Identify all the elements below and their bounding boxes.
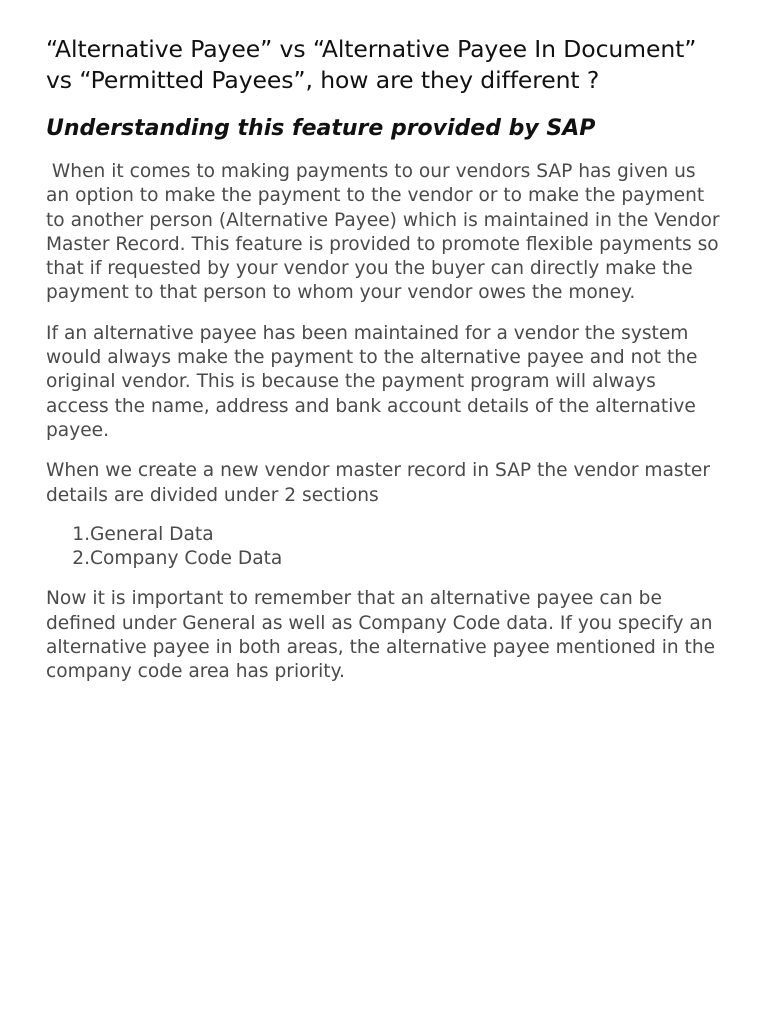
article-subtitle: Understanding this feature provided by SAP — [46, 116, 596, 141]
list-item-text: Company Code Data — [90, 548, 283, 570]
paragraph-priority: Now it is important to remember that an alternative payee can be defined under General as well as Company Code data. If you specify an alternative payee in both areas, the alternative payee mentioned in the company code area has priority. — [46, 588, 721, 683]
paragraph-vendor-master: When we create a new vendor master record in SAP the vendor master details are divided under 2 sections — [46, 460, 716, 506]
paragraph-intro: When it comes to making payments to our vendors SAP has given us an option to make the payment to the vendor or to make the payment to another person (Alternative Payee) which is maintained in the Vendor Master Record. This feature is provided to promote flexible payments so that if requested by your vendor you the buyer can directly make the payment to that person to whom your vendor owes the money. — [46, 161, 726, 304]
list-item-text: General Data — [90, 523, 214, 545]
list-item — [46, 547, 722, 571]
list-item-number: 2. — [72, 548, 90, 570]
paragraph-alternative-payee: If an alternative payee has been maintained for a vendor the system would always make the payment to the alternative payee and not the original vendor. This is because the payment program will always access the name, address and bank account details of the alternative payee. — [46, 322, 704, 441]
sections-list — [46, 523, 722, 572]
list-item — [46, 523, 722, 547]
article-title: “Alternative Payee” vs “Alternative Payee In Document” vs “Permitted Payees”, how are they different ? — [46, 35, 697, 94]
list-item-number: 1. — [72, 523, 90, 545]
